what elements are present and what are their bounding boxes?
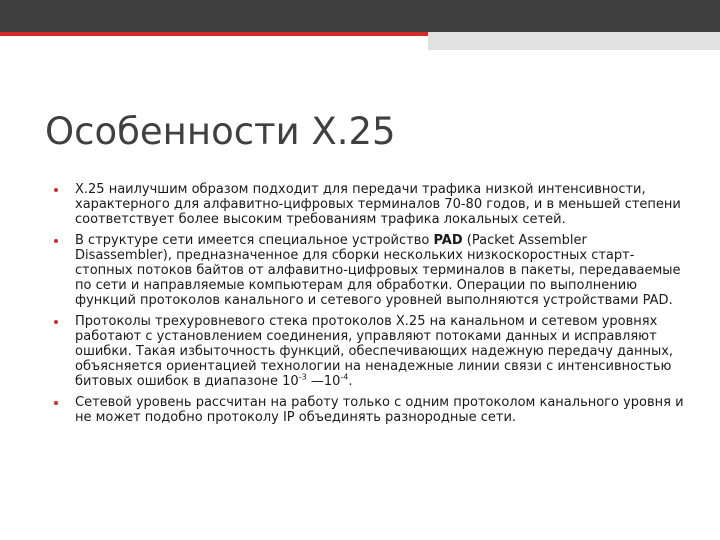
bullet-text: Протоколы трехуровневого стека протоколов X.25 на канальном и сетевом уровнях работают с установлением соединения, управляют потоками данных и исправляют ошибки. Такая избыточность функций, обеспечивающих надежную передачу данных, объясняется ориентацией технологии на ненадежные линии связи с интенсивностью битовых ошибок в диапазоне 10 — [75, 314, 674, 389]
bullet-item — [45, 233, 685, 308]
slide-title: Особенности X.25 — [45, 110, 396, 153]
bullet-marker — [54, 320, 58, 324]
bullet-item — [45, 314, 685, 389]
bullet-bold-term: PAD — [433, 233, 463, 248]
accent-stripe-red — [0, 32, 428, 36]
bullet-marker — [54, 401, 58, 405]
bullet-list — [45, 182, 685, 431]
bullet-text: В структуре сети имеется специальное устройство — [75, 233, 434, 248]
bullet-text: Сетевой уровень рассчитан на работу только с одним протоколом канального уровня и не может подобно протоколу IP объединять разнородные сети. — [75, 395, 684, 425]
bullet-text: . — [348, 374, 353, 389]
accent-block-gray — [428, 32, 720, 50]
header-bar — [0, 0, 720, 32]
exponent: -3 — [298, 372, 307, 382]
bullet-item — [45, 182, 685, 227]
bullet-text: X.25 наилучшим образом подходит для передачи трафика низкой интенсивности, характерного для алфавитно-цифровых терминалов 70-80 годов, и в меньшей степени соответствует более высоким требованиям трафика локальных сетей. — [75, 182, 681, 227]
bullet-text: (Packet Assembler Disassembler), предназначенное для сборки нескольких низкоскоростных старт-стопных потоков байтов от алфавитно-цифровых терминалов в пакеты, передаваемые по сети и направляемые компьютерам для обработки. Операции по выполнению функций протоколов канального и сетевого уровней выполняются устройствами PAD. — [75, 233, 681, 308]
bullet-text: —10 — [306, 374, 341, 389]
bullet-item — [45, 395, 685, 425]
exponent: -4 — [340, 372, 349, 382]
bullet-marker — [54, 239, 58, 243]
bullet-marker — [54, 188, 58, 192]
